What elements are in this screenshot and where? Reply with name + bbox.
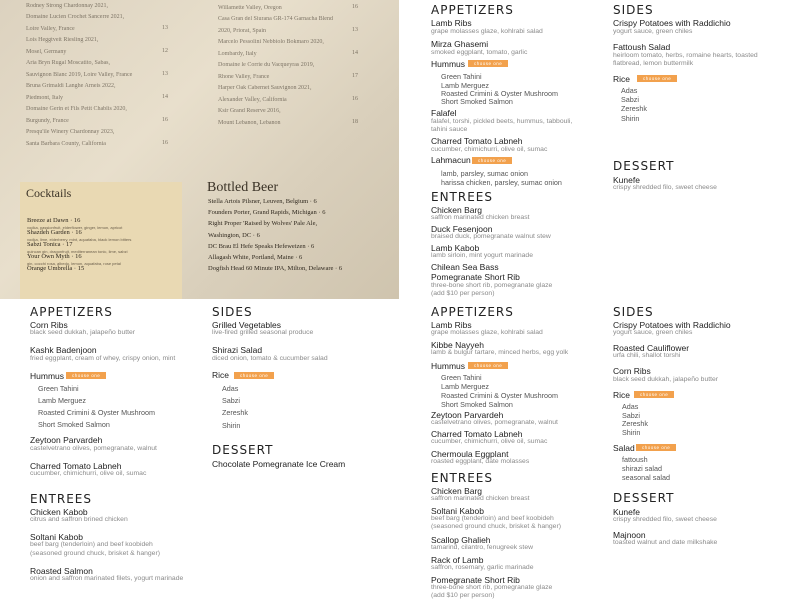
- wine-price: 14: [162, 94, 168, 100]
- menu-item-desc: tamarind, cilantro, fenugreek stew: [431, 544, 534, 551]
- option: Roasted Crimini & Oyster Mushroom: [441, 89, 559, 98]
- wine-line: Ksir Grand Reserve 2016,: [218, 108, 281, 114]
- wine-line: Burgundy, France: [26, 118, 69, 124]
- menu-item: Scallop Ghalieh: [431, 535, 491, 545]
- menu-item-desc: castelvetrano olives, pomegranate, walnut: [30, 445, 157, 452]
- wine-line: Mount Lebanon, Lebanon: [218, 120, 281, 126]
- option: Adas: [622, 402, 639, 411]
- wine-line: Loire Valley, France: [26, 26, 75, 32]
- choose-one-badge: choose one: [472, 157, 512, 164]
- option: Zereshk: [622, 419, 648, 428]
- beer-line: Stella Artois Pilsner, Leuven, Belgium · 6: [208, 198, 317, 205]
- cocktail-name: Orange Umbrella · 15: [27, 265, 85, 272]
- choose-one-badge: choose one: [234, 372, 274, 379]
- wine-line: Alexander Valley, California: [218, 97, 287, 103]
- menu-item-desc: (seasoned ground chuck, brisket & hanger): [431, 523, 561, 530]
- menu-item: Zeytoon Parvardeh: [30, 435, 103, 445]
- menu-item: Lahmacun: [431, 155, 471, 165]
- wine-line: Domaine Gerin et Fils Petit Chablis 2020,: [26, 106, 127, 112]
- menu-item: Pomegranate Short Rib: [431, 575, 520, 585]
- menu-item-desc: (add $10 per person): [431, 290, 495, 297]
- menu-item: Duck Fesenjoon: [431, 224, 493, 234]
- option: harissa chicken, parsley, sumac onion: [441, 178, 562, 187]
- menu-item: Chicken Barg: [431, 486, 483, 496]
- menu-item-desc: crispy shredded filo, sweet cheese: [613, 184, 717, 191]
- cocktail-desc: gin, cocchi rosa, albedo, lemon, aquafaba, rose petal: [27, 261, 121, 266]
- menu-item: Chicken Barg: [431, 205, 483, 215]
- menu-item-desc: saffron marinated chicken breast: [431, 495, 530, 502]
- appetizers-heading: APPETIZERS: [431, 305, 514, 319]
- beer-line: Founders Porter, Grand Rapids, Michigan · 6: [208, 209, 326, 217]
- option: Lamb Merguez: [441, 81, 489, 90]
- wine-line: Domaine le Corrie du Vacqueyras 2019,: [218, 62, 315, 68]
- wine-price: 16: [352, 4, 358, 10]
- beer-line: Washington, DC · 6: [208, 231, 260, 239]
- cocktail-name: Your Own Myth · 16: [27, 253, 82, 260]
- option: Sabzi: [622, 411, 640, 420]
- wine-price: 13: [352, 27, 358, 33]
- beer-line: Allagash White, Portland, Maine · 6: [208, 254, 303, 261]
- menu-item-desc: (seasoned ground chuck, brisket & hanger): [30, 550, 160, 557]
- menu-item-desc: saffron, rosemary, garlic marinade: [431, 564, 534, 571]
- cocktail-name: Shazdeh Garden · 16: [27, 229, 82, 236]
- menu-item: Majnoon: [613, 530, 646, 540]
- beer-line: Dogfish Head 60 Minute IPA, Milton, Delaware · 6: [208, 265, 343, 273]
- menu-item: Hummus: [431, 59, 466, 69]
- menu-item: Rice: [613, 390, 631, 400]
- wine-price: 18: [352, 119, 358, 125]
- choose-one-badge: choose one: [637, 75, 677, 82]
- menu-item-desc: onion and saffron marinated filets, yogurt marinade: [30, 575, 184, 582]
- option: fattoush: [622, 455, 648, 464]
- wine-line: Lombardy, Italy: [218, 51, 257, 57]
- wine-price: 12: [162, 48, 168, 54]
- menu-item-desc: lamb sirloin, mint yogurt marinade: [431, 252, 533, 259]
- menu-item-desc: heirloom tomato, herbs, romaine hearts, toasted: [613, 52, 758, 59]
- menu-photo: [0, 0, 399, 299]
- wine-price: 13: [162, 71, 168, 77]
- option: seasonal salad: [622, 473, 670, 482]
- appetizers-heading: APPETIZERS: [30, 305, 113, 319]
- option: Lamb Merguez: [441, 382, 489, 391]
- menu-item-desc: grape molasses glaze, kohlrabi salad: [431, 28, 543, 35]
- menu-item-desc: urfa chili, shallot torshi: [613, 352, 681, 359]
- menu-item-desc: toasted walnut and date milkshake: [613, 539, 718, 546]
- sides-heading: SIDES: [212, 305, 253, 319]
- menu-item-desc: black seed dukkah, jalapeño butter: [613, 376, 719, 383]
- menu-item: Rack of Lamb: [431, 555, 484, 565]
- menu-item: Pomegranate Short Rib: [431, 272, 520, 282]
- wine-price: 16: [352, 96, 358, 102]
- option: shirazi salad: [622, 464, 662, 473]
- menu-item: Lamb Kabob: [431, 243, 480, 253]
- menu-item: Fattoush Salad: [613, 42, 671, 52]
- menu-item-desc: falafel, torshi, pickled beets, hummus, tabbouli,: [431, 118, 573, 125]
- menu-item-desc: beef barg (tenderloin) and beef koobideh: [30, 541, 153, 548]
- menu-item: Hummus: [30, 371, 65, 381]
- option: Sabzi: [222, 396, 240, 405]
- menu-item: Charred Tomato Labneh: [431, 429, 523, 439]
- entrees-heading: ENTREES: [431, 190, 494, 204]
- menu-item-desc: grape molasses glaze, kohlrabi salad: [431, 329, 543, 336]
- menu-item: Kunefe: [613, 175, 640, 185]
- menu-item: Grilled Vegetables: [212, 320, 281, 330]
- menu-item: Rice: [212, 370, 230, 380]
- menu-item: Hummus: [431, 361, 466, 371]
- option: Roasted Crimini & Oyster Mushroom: [38, 408, 156, 417]
- menu-item-desc: black seed dukkah, jalapeño butter: [30, 329, 136, 336]
- cocktails-title: Cocktails: [26, 186, 72, 200]
- menu-item: Corn Ribs: [613, 366, 651, 376]
- option: Lamb Merguez: [38, 396, 86, 405]
- menu-item: Kashk Badenjoon: [30, 345, 97, 355]
- wine-price: 16: [162, 140, 168, 146]
- menu-item-desc: three-bone short rib, pomegranate glaze: [431, 282, 553, 289]
- choose-one-badge: choose one: [66, 372, 106, 379]
- menu-item: Chermoula Eggplant: [431, 449, 509, 459]
- wine-line: Piedmont, Italy: [26, 95, 63, 101]
- dessert-heading: DESSERT: [212, 443, 274, 457]
- wine-price: 13: [162, 25, 168, 31]
- wine-line: 2020, Priorat, Spain: [218, 28, 266, 34]
- menu-item: Crispy Potatoes with Raddichio: [613, 18, 731, 28]
- wine-line: Casa Gran del Siurana GR-174 Garnacha Blend: [218, 16, 333, 22]
- wine-line: Mosel, Germany: [26, 49, 67, 55]
- menu-item: Soltani Kabob: [431, 506, 484, 516]
- bottled-beer-title: Bottled Beer: [207, 180, 279, 195]
- choose-one-badge: choose one: [468, 362, 508, 369]
- menu-item: Mirza Ghasemi: [431, 39, 489, 49]
- wine-line: Domaine Lucien Crochet Sancerre 2021,: [26, 14, 125, 20]
- menu-item-desc: crispy shredded filo, sweet cheese: [613, 516, 717, 523]
- wine-line: Santa Barbara County, California: [26, 141, 106, 147]
- entrees-heading: ENTREES: [30, 492, 93, 506]
- menu-item: Crispy Potatoes with Raddichio: [613, 320, 731, 330]
- menu-item-desc: braised duck, pomegranate walnut stew: [431, 233, 551, 240]
- option: Short Smoked Salmon: [38, 420, 110, 429]
- menu-item: Kibbe Nayyeh: [431, 340, 484, 350]
- menu-item-desc: lamb & bulgur tartare, minced herbs, egg yolk: [431, 349, 569, 356]
- menu-item: Zeytoon Parvardeh: [431, 410, 504, 420]
- menu-item: Kunefe: [613, 507, 640, 517]
- option: Short Smoked Salmon: [441, 400, 513, 409]
- entrees-heading: ENTREES: [431, 471, 494, 485]
- cocktail-name: Sabzi Tonica · 17: [27, 241, 73, 248]
- wine-price: 14: [352, 50, 358, 56]
- menu-item: Soltani Kabob: [30, 532, 83, 542]
- cocktail-name: Breeze at Dawn · 16: [27, 217, 81, 224]
- wine-line: Lois Heggtveit Riesling 2021,: [26, 37, 99, 43]
- beer-line: Right Proper 'Raised by Wolves' Pale Ale,: [208, 220, 318, 228]
- cocktail-desc: quincan gin, dragonfruit, mediterranean tonic, lime, sabzi: [27, 249, 128, 254]
- menu-item-desc: citrus and saffron brined chicken: [30, 516, 128, 523]
- menu-item-desc: beef barg (tenderloin) and beef koobideh: [431, 515, 554, 522]
- option: Zereshk: [222, 408, 248, 417]
- menu-item: Rice: [613, 74, 631, 84]
- menu-item-desc: tahini sauce: [431, 126, 468, 133]
- wine-line: Rodney Strong Chardonnay 2021,: [26, 3, 108, 9]
- menu-item-desc: cucumber, chimichurri, olive oil, sumac: [431, 438, 548, 445]
- menu-item-desc: smoked eggplant, tomato, garlic: [431, 49, 528, 56]
- menu-item: Chicken Kabob: [30, 507, 88, 517]
- cocktail-desc: vodka, passionfruit, elderflower, ginger, lemon, apricot: [27, 225, 123, 230]
- sides-heading: SIDES: [613, 3, 654, 17]
- wine-line: Willamette Valley, Oregon: [218, 5, 282, 11]
- wine-line: Bruna Grimaldi Langhe Arneis 2022,: [26, 83, 116, 89]
- wine-price: 17: [352, 73, 358, 79]
- appetizers-heading: APPETIZERS: [431, 3, 514, 17]
- option: Shirin: [622, 428, 641, 437]
- menu-item: Shirazi Salad: [212, 345, 263, 355]
- menu-item-desc: yogurt sauce, green chiles: [613, 329, 693, 336]
- cocktail-desc: vodka, lime, elderberry, mint, aquafaba, black lemon bitters: [27, 237, 132, 242]
- menu-item-desc: cucumber, chimichurri, olive oil, sumac: [30, 470, 147, 477]
- option: Adas: [222, 384, 239, 393]
- menu-item: Chocolate Pomegranate Ice Cream: [212, 459, 346, 469]
- menu-item: Falafel: [431, 108, 457, 118]
- menu-item-desc: fried eggplant, cream of whey, crispy onion, mint: [30, 355, 176, 362]
- option: Shirin: [621, 114, 640, 123]
- menu-item: Corn Ribs: [30, 320, 68, 330]
- option: Zereshk: [621, 104, 647, 113]
- choose-one-badge: choose one: [636, 444, 676, 451]
- menu-item-desc: castelvetrano olives, pomegranate, walnut: [431, 419, 558, 426]
- sides-heading: SIDES: [613, 305, 654, 319]
- menu-item-desc: flatbread, lemon buttermilk: [613, 60, 694, 67]
- menu-item: Chilean Sea Bass: [431, 262, 499, 272]
- menu-item-desc: diced onion, tomato & cucumber salad: [212, 355, 328, 362]
- option: Shirin: [222, 421, 241, 430]
- option: Adas: [621, 86, 638, 95]
- option: Green Tahini: [38, 384, 79, 393]
- option: Green Tahini: [441, 373, 482, 382]
- menu-item-desc: three-bone short rib, pomegranate glaze: [431, 584, 553, 591]
- wine-line: Aria Bryn Rugal Moscatito, Sabas,: [26, 60, 110, 66]
- menu-item-desc: yogurt sauce, green chiles: [613, 28, 693, 35]
- wine-price: 16: [162, 117, 168, 123]
- menu-item: Roasted Cauliflower: [613, 343, 690, 353]
- wine-line: Harper Oak Cabernet Sauvignon 2021,: [218, 85, 312, 91]
- menu-item: Charred Tomato Labneh: [30, 461, 122, 471]
- option: Green Tahini: [441, 72, 482, 81]
- choose-one-badge: choose one: [468, 60, 508, 67]
- choose-one-badge: choose one: [634, 391, 674, 398]
- dessert-heading: DESSERT: [613, 159, 675, 173]
- wine-line: Rhone Valley, France: [218, 74, 270, 80]
- wine-line: Sauvignon Blanc 2019, Loire Valley, France: [26, 72, 133, 78]
- option: lamb, parsley, sumac onion: [441, 169, 528, 178]
- menu-item-desc: live-fired grilled seasonal produce: [212, 329, 314, 336]
- menu-item: Lamb Ribs: [431, 18, 472, 28]
- menu-item: Lamb Ribs: [431, 320, 472, 330]
- menu-item: Roasted Salmon: [30, 566, 93, 576]
- option: Sabzi: [621, 95, 639, 104]
- menu-item-desc: roasted eggplant, date molasses: [431, 458, 530, 465]
- menu-item-desc: (add $10 per person): [431, 592, 495, 599]
- menu-item: Salad: [613, 443, 635, 453]
- option: Short Smoked Salmon: [441, 97, 513, 106]
- beer-line: DC Brau El Hefe Speaks Hefeweizen · 6: [208, 242, 315, 250]
- dessert-heading: DESSERT: [613, 491, 675, 505]
- wine-line: Presqu'ile Winery Chardonnay 2023,: [26, 129, 115, 135]
- menu-item-desc: cucumber, chimichurri, olive oil, sumac: [431, 146, 548, 153]
- menu-item-desc: saffron marinated chicken breast: [431, 214, 530, 221]
- menu-item: Charred Tomato Labneh: [431, 136, 523, 146]
- option: Roasted Crimini & Oyster Mushroom: [441, 391, 559, 400]
- wine-line: Marcelo Pessolini Nebbiolo Bokmaro 2020,: [218, 39, 324, 45]
